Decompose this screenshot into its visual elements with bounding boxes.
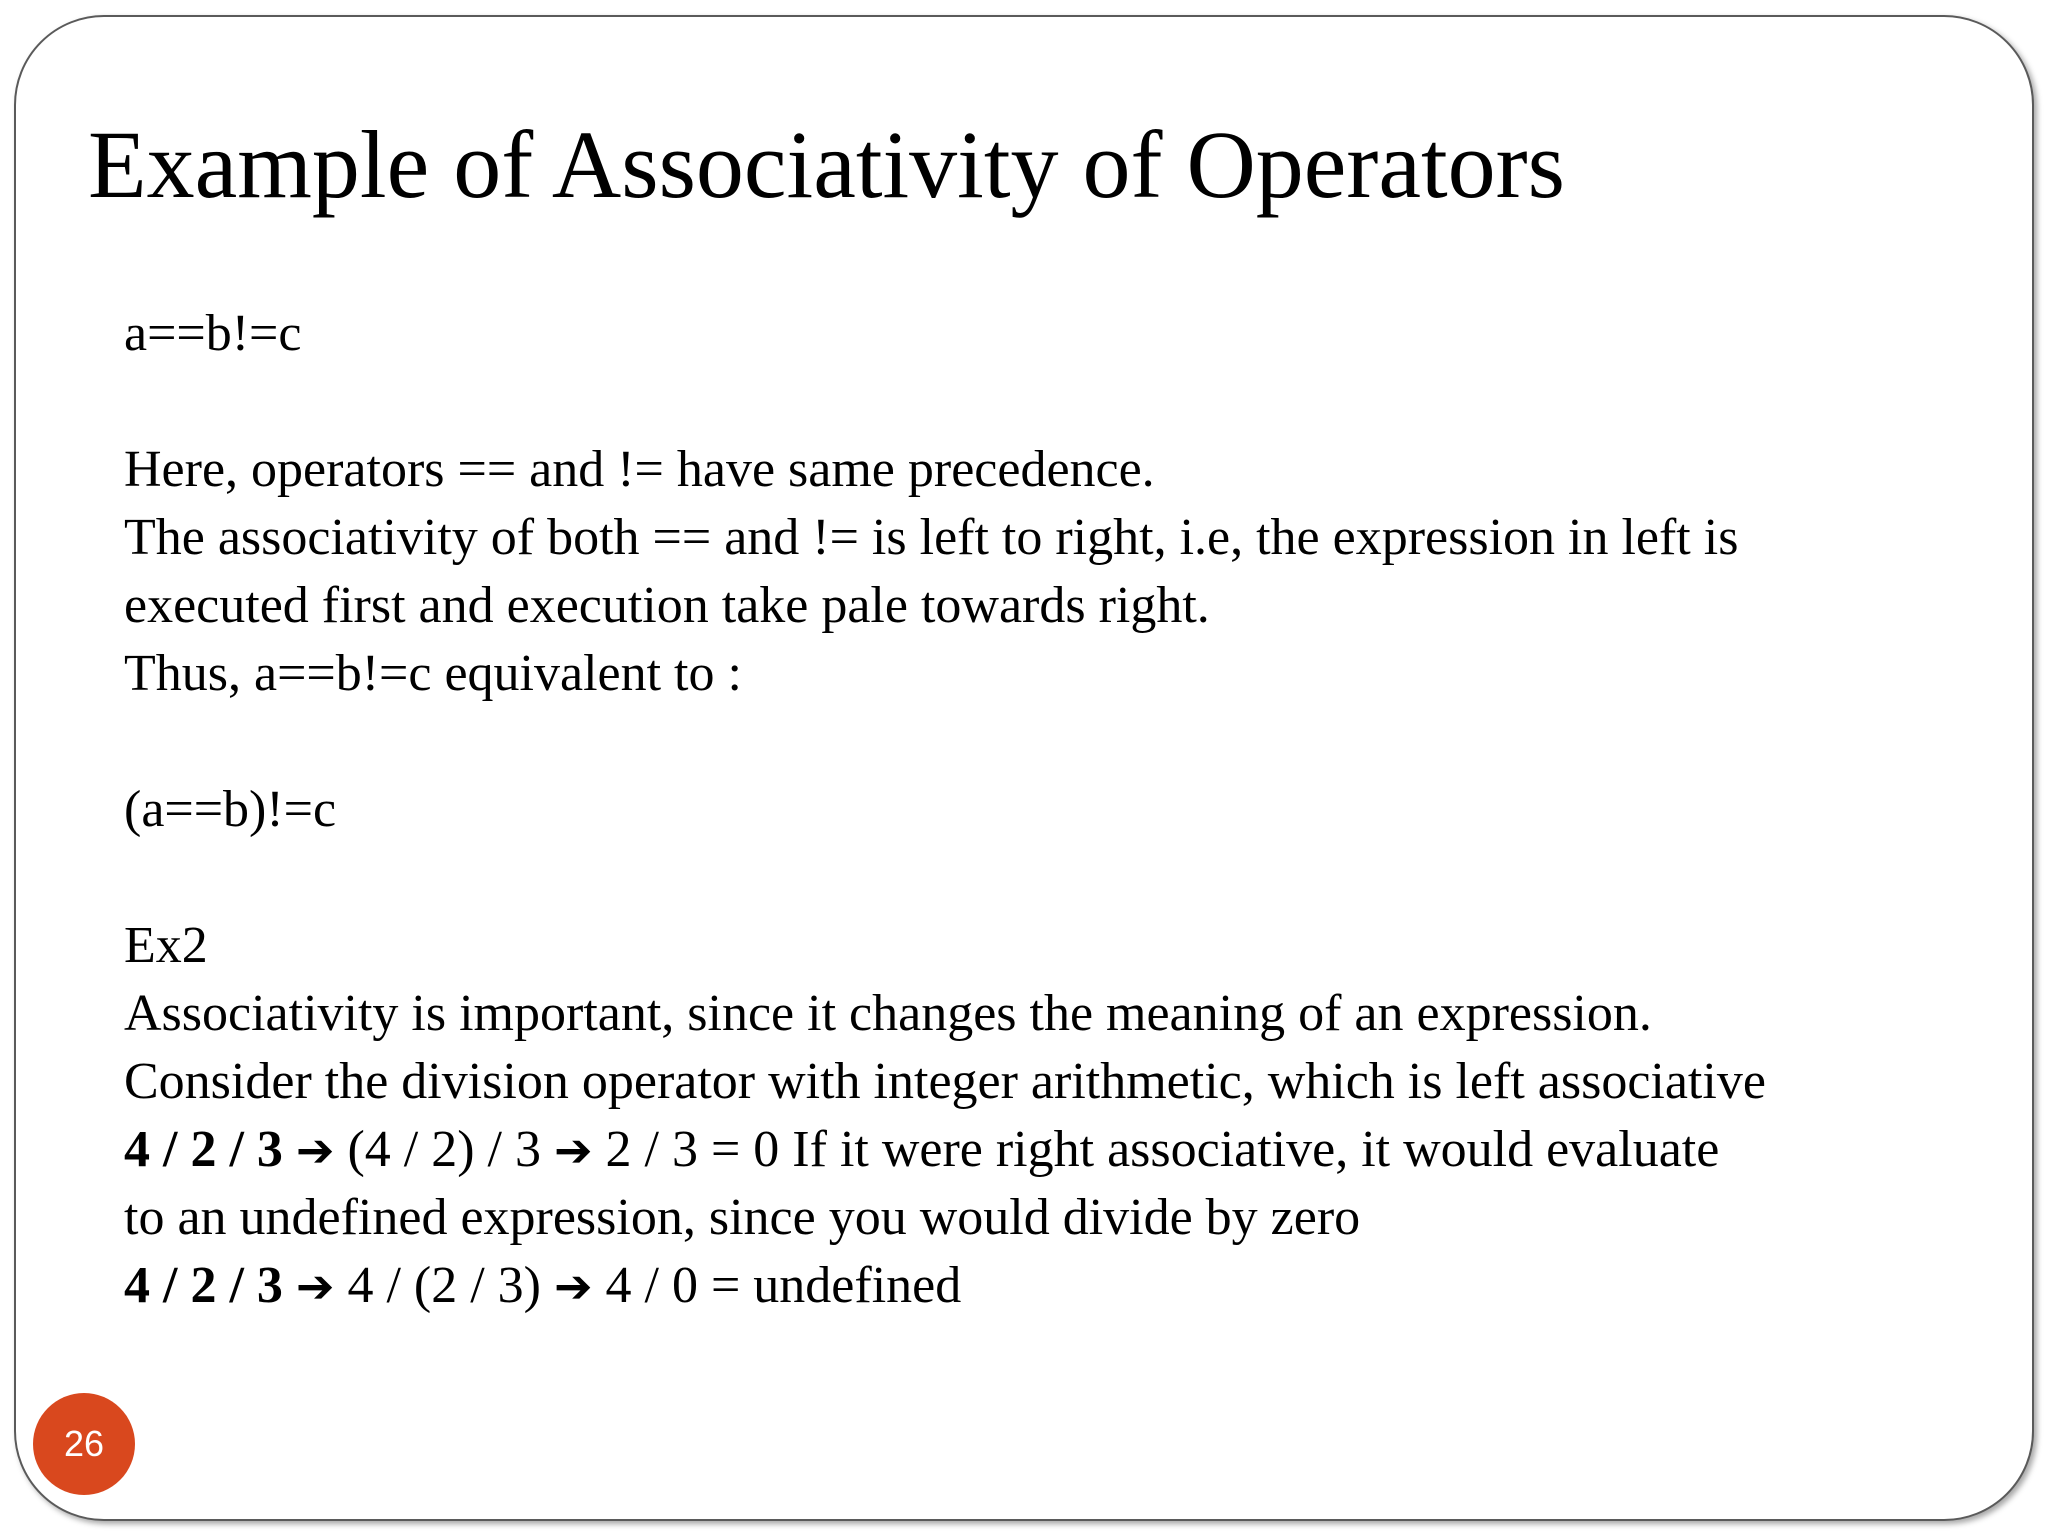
left-example-expression: 4 / 2 / 3 — [124, 1121, 283, 1178]
precedence-line: Here, operators == and != have same precedence. — [124, 441, 1155, 498]
undefined-explanation-line: to an undefined expression, since you would divide by zero — [124, 1189, 1361, 1246]
left-assoc-example — [124, 1116, 1944, 1184]
associativity-line-1: The associativity of both == and != is left to right, i.e, the expression in left is — [124, 509, 1739, 566]
right-example-expression: 4 / 2 / 3 — [124, 1257, 283, 1314]
slide-title: Example of Associativity of Operators — [88, 111, 1565, 218]
left-example-result: 2 / 3 = 0 If it were right associative, it would evaluate — [605, 1121, 1720, 1178]
expression-2: (a==b)!=c — [124, 781, 337, 838]
expression-1: a==b!=c — [124, 305, 302, 362]
slide-body — [124, 300, 1944, 1320]
spacer — [124, 708, 1944, 776]
right-arrow-icon: ➔ — [553, 1259, 593, 1313]
page-number-badge: 26 — [33, 1393, 135, 1495]
right-arrow-icon: ➔ — [295, 1259, 335, 1313]
right-assoc-example — [124, 1252, 1944, 1320]
division-operator-line: Consider the division operator with integer arithmetic, which is left associative — [124, 1053, 1766, 1110]
right-example-step: 4 / (2 / 3) — [347, 1257, 541, 1314]
equivalence-line: Thus, a==b!=c equivalent to : — [124, 645, 742, 702]
left-example-step: (4 / 2) / 3 — [347, 1121, 541, 1178]
importance-line: Associativity is important, since it changes the meaning of an expression. — [124, 985, 1652, 1042]
spacer — [124, 368, 1944, 436]
associativity-line-2: executed first and execution take pale towards right. — [124, 577, 1210, 634]
right-example-result: 4 / 0 = undefined — [605, 1257, 962, 1314]
spacer — [124, 844, 1944, 912]
right-arrow-icon: ➔ — [553, 1123, 593, 1177]
right-arrow-icon: ➔ — [295, 1123, 335, 1177]
example-2-label: Ex2 — [124, 917, 208, 974]
